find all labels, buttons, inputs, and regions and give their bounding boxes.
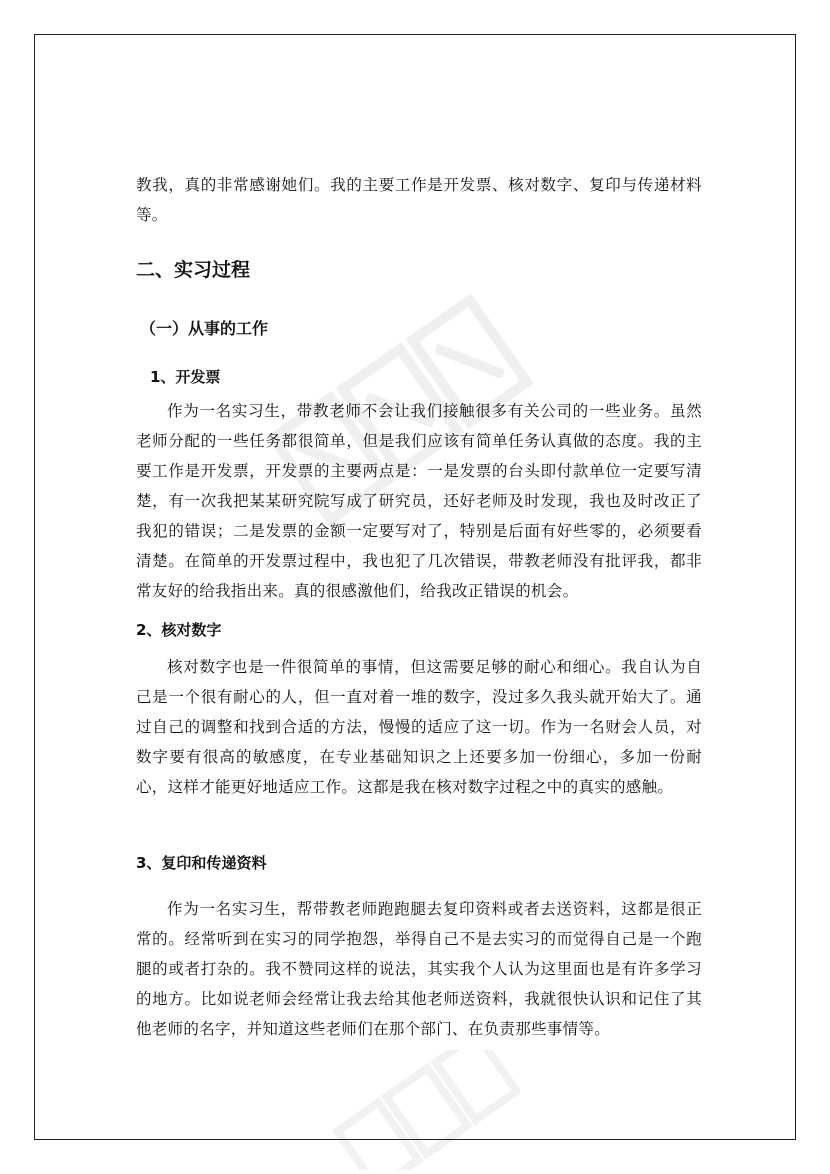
item-body-1: 作为一名实习生，带教老师不会让我们接触很多有关公司的一些业务。虽然老师分配的一些任务都很简单，但是我们应该有简单任务认真做的态度。我的主要工作是开发票，开发票的主要两点是：一是发票的台头即付款单位一定要写清楚，有一次我把某某研究院写成了研究员，还好老师及时发现，我也及时改正了我犯的错误；二是发票的金额一定要写对了，特别是后面有好些零的，必须要看清楚。在简单的开发票过程中，我也犯了几次错误，带教老师没有批评我，都非常友好的给我指出来。真的很感激他们，给我改正错误的机会。 [136,402,702,600]
intro-paragraph-block [136,170,702,230]
item-heading-3: 3、复印和传递资料 [136,854,267,872]
section-heading: 二、实习过程 [136,259,251,281]
item-heading-1: 1、开发票 [150,368,221,386]
item-body-2-block [136,652,702,802]
item-body-3-block [136,894,702,1044]
intro-paragraph: 教我，真的非常感谢她们。我的主要工作是开发票、核对数字、复印与传递材料等。 [136,176,702,224]
item-body-2: 核对数字也是一件很简单的事情，但这需要足够的耐心和细心。我自认为自己是一个很有耐心的人，但一直对着一堆的数字，没过多久我头就开始大了。通过自己的调整和找到合适的方法，慢慢的适应了这一切。作为一名财会人员，对数字要有很高的敏感度，在专业基础知识之上还要多加一份细心，多加一份耐心，这样才能更好地适应工作。这都是我在核对数字过程之中的真实的感触。 [136,658,702,796]
item-heading-2: 2、核对数字 [136,621,222,639]
watermark-icon [320,1050,520,1170]
item-body-3: 作为一名实习生，帮带教老师跑跑腿去复印资料或者去送资料，这都是很正常的。经常听到在实习的同学抱怨，举得自己不是去实习的而觉得自己是一个跑腿的或者打杂的。我不赞同这样的说法，其实我个人认为这里面也是有许多学习的地方。比如说老师会经常让我去给其他老师送资料，我就很快认识和记住了其他老师的名字，并知道这些老师们在那个部门、在负责那些事情等。 [136,900,702,1038]
item-body-1-block [136,396,702,606]
subsection-heading: （一）从事的工作 [140,319,269,338]
